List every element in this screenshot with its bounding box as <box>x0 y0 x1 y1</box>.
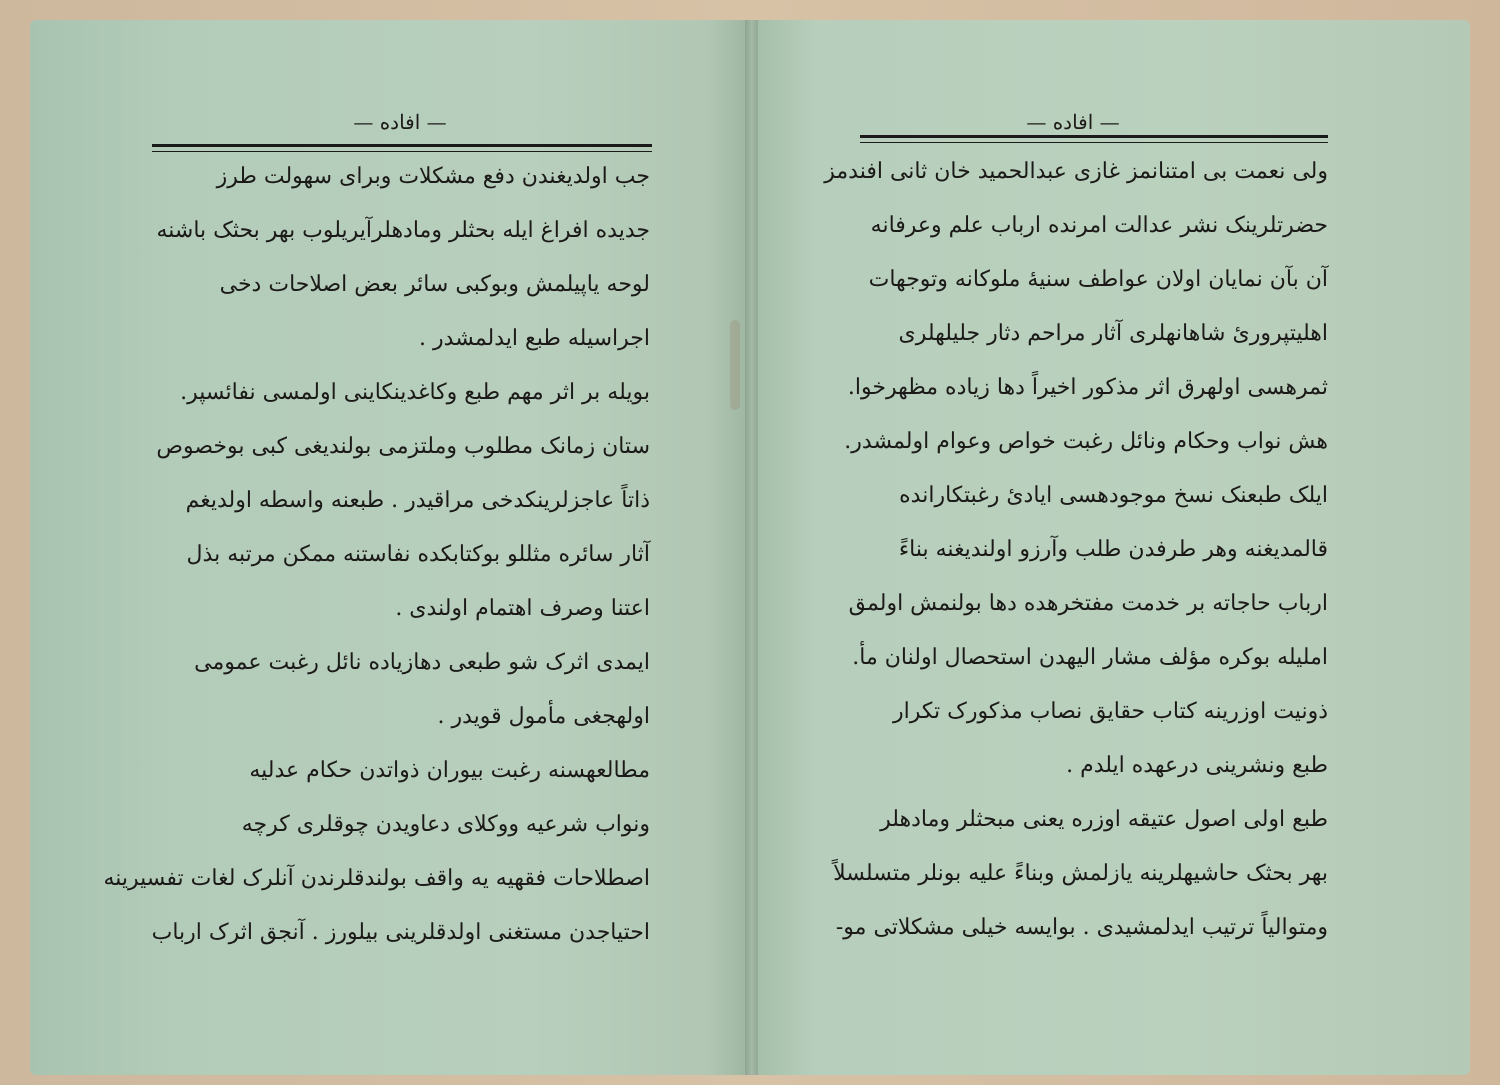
text-line: احتیاجدن مستغنی اولدقلرینی بیلورز . آنجق اثرک ارباب <box>151 920 650 945</box>
text-line: بویله بر اثر مهم طبع وکاغدینکاینی اولمسی نفائسپر. <box>180 380 650 405</box>
right-page-header: — افاده — <box>1026 110 1120 134</box>
text-line: آثار سائره مثللو بوکتابکده نفاستنه ممکن مرتبه بذل <box>186 542 650 567</box>
text-line: اجراسیله طبع ایدلمشدر . <box>419 326 650 351</box>
text-line: ولی نعمت بی امتنانمز غازی عبدالحمید خان ثانی افندمز <box>824 159 1328 184</box>
text-line: طبع اولی اصول عتیقه اوزره یعنی مبحثلر ومادهلر <box>880 807 1328 832</box>
text-line: ذاتاً عاجزلرینکدخی مراقیدر . طبعنه واسطه اولدیغم <box>185 488 650 513</box>
right-page-body <box>824 145 1328 955</box>
text-line: جب اولدیغندن دفع مشکلات وبرای سهولت طرز <box>216 164 650 189</box>
text-line: اعتنا وصرف اهتمام اولندی . <box>395 596 650 621</box>
text-line: ونواب شرعیه ووکلای دعاویدن چوقلری کرچه <box>241 812 650 837</box>
left-page-body <box>103 150 650 960</box>
text-line: طبع ونشرینی درعهده ایلدم . <box>1066 753 1328 778</box>
text-line: ایمدی اثرک شو طبعی دهازیاده نائل رغبت عمومی <box>194 650 650 675</box>
text-line: ستان زمانک مطلوب وملتزمی بولندیغی کبی بوخصوص <box>156 434 650 459</box>
text-line: آن بآن نمایان اولان عواطف سنیهٔ ملوکانه وتوجهات <box>868 267 1328 292</box>
text-line: ایلک طبعنک نسخ موجودهسی ایادیٔ رغبتکارانده <box>899 483 1328 508</box>
text-line: ومتوالیاً ترتیب ایدلمشیدی . بوایسه خیلی مشکلاتی مو- <box>835 915 1328 940</box>
text-line: قالمدیغنه وهر طرفدن طلب وآرزو اولندیغنه بناءً <box>898 537 1328 562</box>
text-line: ارباب حاجاته بر خدمت مفتخرهده دها بولنمش اولمق <box>848 591 1328 616</box>
book-gutter <box>745 20 758 1075</box>
stain-mark <box>730 320 740 410</box>
text-line: اهلیتپروریٔ شاهانهلری آثار مراحم دثار جلیلهلری <box>898 321 1328 346</box>
text-line: ذونیت اوزرینه کتاب حقایق نصاب مذکورک تکرار <box>893 699 1328 724</box>
left-page <box>30 20 745 1075</box>
text-line: اولهجغی مأمول قویدر . <box>437 704 650 729</box>
left-page-header: — افاده — <box>353 110 447 134</box>
text-line: هش نواب وحکام ونائل رغبت خواص وعوام اولمشدر. <box>844 429 1328 454</box>
text-line: حضرتلرینک نشر عدالت امرنده ارباب علم وعرفانه <box>870 213 1328 238</box>
text-line: ثمرهسی اولهرق اثر مذکور اخیراً دها زیاده مظهرخوا. <box>847 375 1328 400</box>
text-line: جدیده افراغ ایله بحثلر ومادهلرآیریلوب بهر بحثک باشنه <box>156 218 650 243</box>
right-header-rule <box>860 135 1328 143</box>
text-line: مطالعهسنه رغبت بیوران ذواتدن حکام عدلیه <box>249 758 650 783</box>
text-line: لوحه یاپیلمش وبوکبی سائر بعض اصلاحات دخی <box>219 272 650 297</box>
text-line: بهر بحثک حاشیهلرینه یازلمش وبناءً علیه بونلر متسلسلاً <box>833 861 1328 886</box>
text-line: امليله بوکره مؤلف مشار الیهدن استحصال اولنان مأ. <box>852 645 1328 670</box>
text-line: اصطلاحات فقهیه یه واقف بولندقلرندن آنلرک لغات تفسیرینه <box>103 866 650 891</box>
right-page <box>758 20 1470 1075</box>
